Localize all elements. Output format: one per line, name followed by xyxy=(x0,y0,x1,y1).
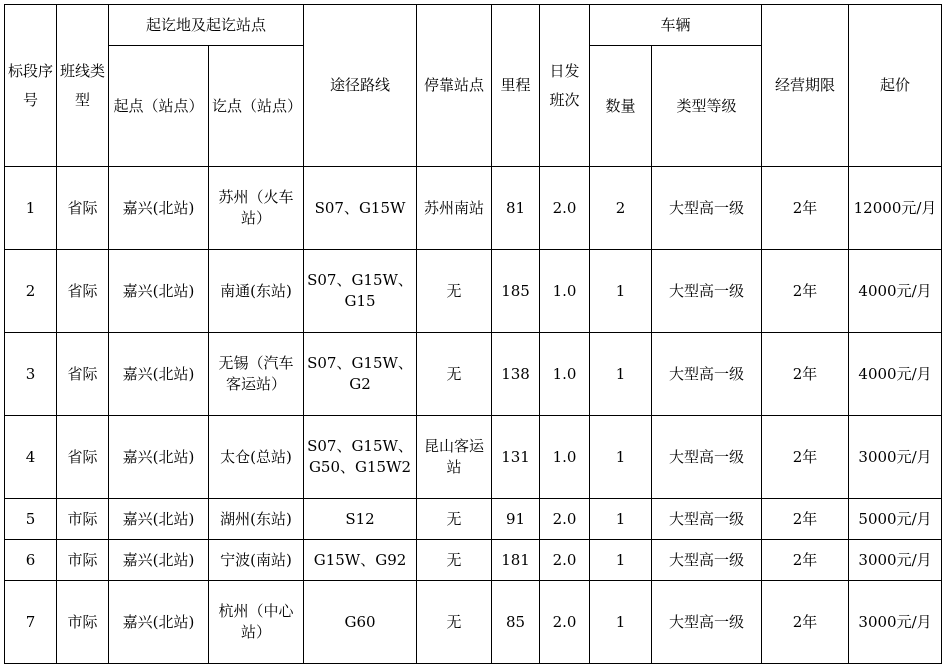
cell-trips: 1.0 xyxy=(540,416,590,499)
cell-grade: 大型高一级 xyxy=(652,581,762,664)
cell-term: 2年 xyxy=(762,499,849,540)
cell-origin: 嘉兴(北站) xyxy=(109,499,209,540)
header-distance: 里程 xyxy=(492,5,540,167)
cell-dest: 杭州（中心站） xyxy=(209,581,304,664)
cell-route: S12 xyxy=(304,499,417,540)
cell-grade: 大型高一级 xyxy=(652,540,762,581)
cell-count: 1 xyxy=(590,250,652,333)
cell-trips: 2.0 xyxy=(540,581,590,664)
header-stops: 停靠站点 xyxy=(417,5,492,167)
cell-dist: 138 xyxy=(492,333,540,416)
table-row xyxy=(5,250,942,333)
cell-no: 6 xyxy=(5,540,57,581)
cell-origin: 嘉兴(北站) xyxy=(109,581,209,664)
cell-origin: 嘉兴(北站) xyxy=(109,540,209,581)
cell-dest: 无锡（汽车客运站） xyxy=(209,333,304,416)
cell-dest: 苏州（火车站） xyxy=(209,167,304,250)
cell-term: 2年 xyxy=(762,416,849,499)
cell-price: 4000元/月 xyxy=(849,333,942,416)
cell-no: 3 xyxy=(5,333,57,416)
cell-term: 2年 xyxy=(762,250,849,333)
header-origin: 起点（站点） xyxy=(109,46,209,167)
cell-type: 省际 xyxy=(57,416,109,499)
cell-grade: 大型高一级 xyxy=(652,499,762,540)
cell-origin: 嘉兴(北站) xyxy=(109,416,209,499)
header-term: 经营期限 xyxy=(762,5,849,167)
cell-trips: 1.0 xyxy=(540,333,590,416)
header-daily-trips: 日发班次 xyxy=(540,5,590,167)
header-section: 标段序号 xyxy=(5,5,57,167)
cell-stop: 无 xyxy=(417,499,492,540)
cell-dist: 131 xyxy=(492,416,540,499)
cell-type: 省际 xyxy=(57,250,109,333)
cell-no: 5 xyxy=(5,499,57,540)
cell-route: S07、G15W、G15 xyxy=(304,250,417,333)
cell-count: 1 xyxy=(590,333,652,416)
table-row xyxy=(5,499,942,540)
cell-type: 省际 xyxy=(57,333,109,416)
cell-dist: 85 xyxy=(492,581,540,664)
cell-price: 3000元/月 xyxy=(849,416,942,499)
cell-stop: 苏州南站 xyxy=(417,167,492,250)
cell-grade: 大型高一级 xyxy=(652,167,762,250)
cell-stop: 昆山客运站 xyxy=(417,416,492,499)
cell-price: 12000元/月 xyxy=(849,167,942,250)
table-row xyxy=(5,540,942,581)
cell-route: G60 xyxy=(304,581,417,664)
cell-count: 1 xyxy=(590,540,652,581)
cell-no: 7 xyxy=(5,581,57,664)
cell-price: 3000元/月 xyxy=(849,581,942,664)
cell-dist: 181 xyxy=(492,540,540,581)
cell-type: 市际 xyxy=(57,499,109,540)
cell-no: 1 xyxy=(5,167,57,250)
header-start-price: 起价 xyxy=(849,5,942,167)
cell-type: 省际 xyxy=(57,167,109,250)
bus-route-table xyxy=(4,4,942,664)
cell-grade: 大型高一级 xyxy=(652,333,762,416)
cell-stop: 无 xyxy=(417,250,492,333)
cell-dest: 太仓(总站) xyxy=(209,416,304,499)
cell-dest: 宁波(南站) xyxy=(209,540,304,581)
cell-term: 2年 xyxy=(762,540,849,581)
cell-dest: 南通(东站) xyxy=(209,250,304,333)
cell-origin: 嘉兴(北站) xyxy=(109,333,209,416)
cell-term: 2年 xyxy=(762,581,849,664)
cell-route: G15W、G92 xyxy=(304,540,417,581)
cell-price: 5000元/月 xyxy=(849,499,942,540)
cell-dist: 91 xyxy=(492,499,540,540)
cell-no: 4 xyxy=(5,416,57,499)
cell-stop: 无 xyxy=(417,540,492,581)
cell-dist: 185 xyxy=(492,250,540,333)
cell-origin: 嘉兴(北站) xyxy=(109,250,209,333)
cell-route: S07、G15W、G50、G15W2 xyxy=(304,416,417,499)
cell-trips: 2.0 xyxy=(540,540,590,581)
cell-route: S07、G15W xyxy=(304,167,417,250)
cell-stop: 无 xyxy=(417,581,492,664)
header-count: 数量 xyxy=(590,46,652,167)
header-route: 途径路线 xyxy=(304,5,417,167)
table-row xyxy=(5,581,942,664)
cell-origin: 嘉兴(北站) xyxy=(109,167,209,250)
cell-dist: 81 xyxy=(492,167,540,250)
cell-trips: 2.0 xyxy=(540,167,590,250)
cell-price: 4000元/月 xyxy=(849,250,942,333)
cell-grade: 大型高一级 xyxy=(652,250,762,333)
cell-trips: 2.0 xyxy=(540,499,590,540)
cell-grade: 大型高一级 xyxy=(652,416,762,499)
header-row-1 xyxy=(5,5,942,46)
table-row xyxy=(5,167,942,250)
cell-count: 2 xyxy=(590,167,652,250)
header-vehicle: 车辆 xyxy=(590,5,762,46)
cell-count: 1 xyxy=(590,581,652,664)
cell-term: 2年 xyxy=(762,333,849,416)
cell-count: 1 xyxy=(590,499,652,540)
cell-stop: 无 xyxy=(417,333,492,416)
header-line-type: 班线类型 xyxy=(57,5,109,167)
cell-no: 2 xyxy=(5,250,57,333)
header-type-grade: 类型等级 xyxy=(652,46,762,167)
cell-price: 3000元/月 xyxy=(849,540,942,581)
cell-type: 市际 xyxy=(57,540,109,581)
header-destination: 讫点（站点） xyxy=(209,46,304,167)
cell-dest: 湖州(东站) xyxy=(209,499,304,540)
cell-trips: 1.0 xyxy=(540,250,590,333)
cell-type: 市际 xyxy=(57,581,109,664)
cell-route: S07、G15W、G2 xyxy=(304,333,417,416)
cell-term: 2年 xyxy=(762,167,849,250)
table-row xyxy=(5,333,942,416)
header-terminals: 起讫地及起讫站点 xyxy=(109,5,304,46)
table-row xyxy=(5,416,942,499)
cell-count: 1 xyxy=(590,416,652,499)
